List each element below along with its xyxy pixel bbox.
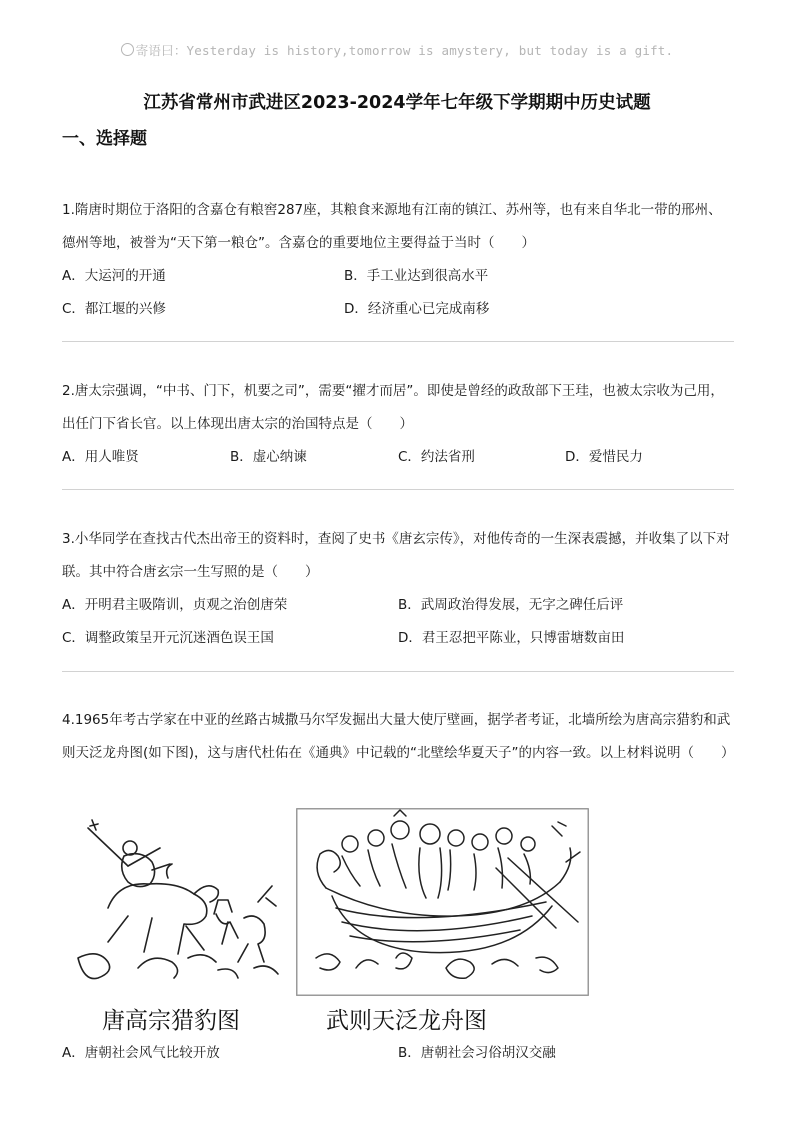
section-heading: 一、选择题 <box>62 129 147 149</box>
question-stem: 3.小华同学在查找古代杰出帝王的资料时，查阅了史书《唐玄宗传》，对他传奇的一生深表震撼，并收集了以下对联。其中符合唐玄宗一生写照的是（ ） <box>62 531 730 580</box>
figure-caption: 唐高宗猎豹图 <box>102 1008 240 1034</box>
option-row <box>62 441 734 474</box>
question-4 <box>62 704 734 770</box>
question-3 <box>62 523 734 655</box>
option-b[interactable]: B．武周政治得发展，无字之碑任后评 <box>398 597 624 613</box>
option-d[interactable]: D．君王忍把平陈业，只博雷塘数亩田 <box>398 630 625 646</box>
option-b[interactable]: B．虚心纳谏 <box>230 449 307 465</box>
seal-icon <box>121 43 134 56</box>
option-d[interactable]: D．爱惜民力 <box>565 449 643 465</box>
option-row <box>62 622 734 655</box>
question-1 <box>62 194 734 326</box>
option-c[interactable]: C．都江堰的兴修 <box>62 301 166 317</box>
page-title: 江苏省常州市武进区2023-2024学年七年级下学期期中历史试题 <box>143 93 651 113</box>
question-2 <box>62 375 734 474</box>
dragon-boat-mural-image <box>296 808 589 1034</box>
divider <box>62 489 734 490</box>
option-b[interactable]: B．唐朝社会习俗胡汉交融 <box>398 1045 556 1061</box>
motto-watermark <box>0 41 794 59</box>
option-c[interactable]: C．调整政策呈开元沉迷酒色误王国 <box>62 630 274 646</box>
hunting-mural-image <box>68 808 292 1034</box>
option-d[interactable]: D．经济重心已完成南移 <box>344 301 490 317</box>
mural-figures <box>68 808 592 1040</box>
figure-caption: 武则天泛龙舟图 <box>326 1008 487 1034</box>
option-b[interactable]: B．手工业达到很高水平 <box>344 268 489 284</box>
question-4-options <box>62 1037 734 1070</box>
option-row <box>62 293 734 326</box>
option-a[interactable]: A．用人唯贤 <box>62 449 139 465</box>
option-row <box>62 589 734 622</box>
motto-text: 寄语曰：Yesterday is history,tomorrow is amystery, but today is a gift. <box>135 43 674 58</box>
option-row <box>62 1037 734 1070</box>
question-stem: 2.唐太宗强调，“中书、门下，机要之司”，需要“擢才而居”。即使是曾经的政敌部下王珪，也被太宗收为己用，出任门下省长官。以上体现出唐太宗的治国特点是（ ） <box>62 383 724 432</box>
option-c[interactable]: C．约法省刑 <box>398 449 475 465</box>
option-a[interactable]: A．开明君主吸隋训，贞观之治创唐荣 <box>62 597 288 613</box>
divider <box>62 671 734 672</box>
question-stem: 1.隋唐时期位于洛阳的含嘉仓有粮窖287座，其粮食来源地有江南的镇江、苏州等，也有来自华北一带的邢州、德州等地，被誉为“天下第一粮仓”。含嘉仓的重要地位主要得益于当时（ ） <box>62 202 722 251</box>
option-row <box>62 260 734 293</box>
option-a[interactable]: A．唐朝社会风气比较开放 <box>62 1045 220 1061</box>
question-stem: 4.1965年考古学家在中亚的丝路古城撒马尔罕发掘出大量大使厅壁画，据学者考证，北墙所绘为唐高宗猎豹和武则天泛龙舟图(如下图)，这与唐代杜佑在《通典》中记载的“北壁绘华夏天子”的内容一致。以上材料说明（ ） <box>62 712 735 761</box>
option-a[interactable]: A．大运河的开通 <box>62 268 166 284</box>
divider <box>62 341 734 342</box>
